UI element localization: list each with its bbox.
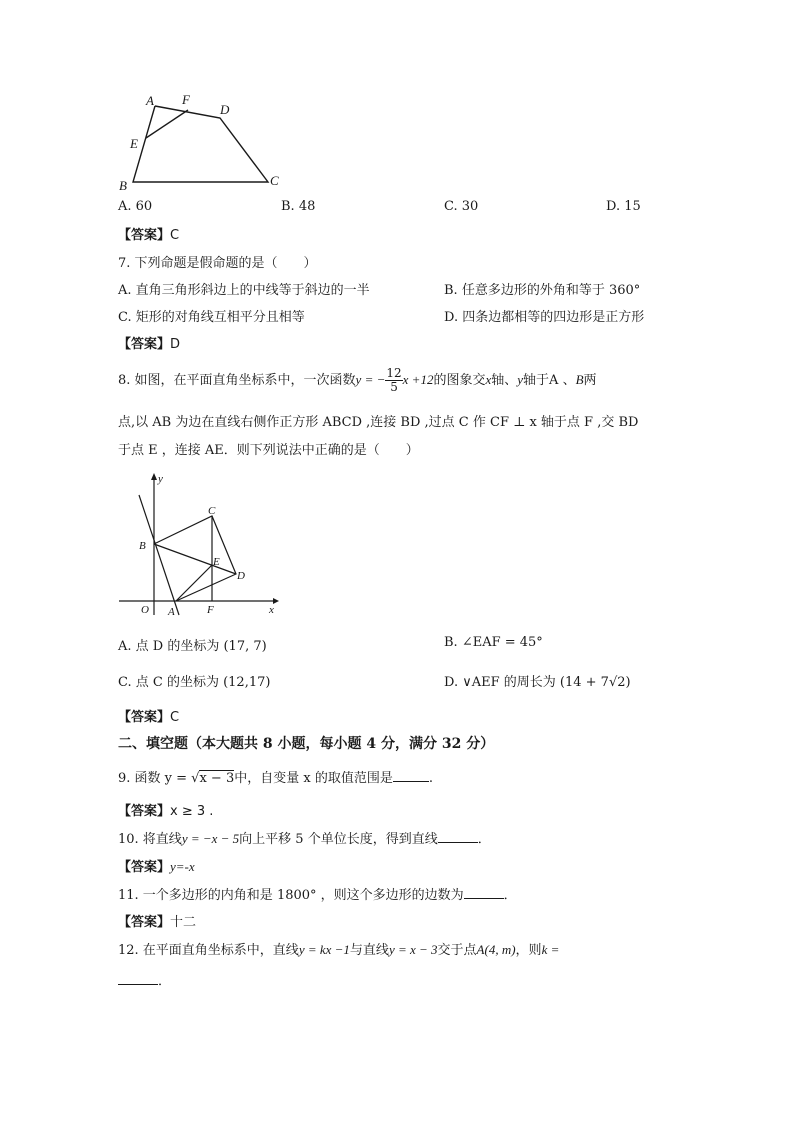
q8-label-B: B: [139, 540, 146, 552]
q6-label-B: B: [119, 178, 127, 193]
q11-answer: [118, 911, 196, 930]
answer-tag: 【答案】: [118, 337, 171, 352]
answer-value: y=-x: [170, 859, 195, 874]
q6-option-c: C. 30: [444, 199, 479, 214]
q6-answer: [118, 224, 179, 243]
q6-figure: [110, 90, 290, 195]
q12-stem-end: ．: [158, 974, 172, 989]
q8-label-O: O: [141, 604, 149, 616]
q6-quad-outline: [133, 106, 268, 182]
q9-sqrt-body: x − 3: [199, 771, 235, 786]
q8-label-F: F: [207, 604, 214, 616]
q11-stem: [118, 884, 517, 903]
answer-tag: 【答案】: [118, 915, 171, 930]
q8-y-var: y: [517, 372, 524, 387]
answer-value: x ≥ 3 .: [170, 804, 214, 819]
q12-stem-d: ，则: [515, 943, 542, 958]
q8-option-d: D. ∨AEF 的周长为 (14 + 7√2): [444, 675, 631, 690]
answer-tag: 【答案】: [118, 710, 171, 725]
q8-label-A: A: [168, 606, 175, 618]
q8-stem-part2: 的图象交: [433, 373, 486, 388]
q8-stem-part5: 两: [583, 373, 597, 388]
q10-stem-b: 向上平移 5 个单位长度，得到直线: [239, 832, 438, 847]
q7-answer: [118, 333, 180, 352]
q8-frac-den: 5: [390, 380, 398, 394]
answer-value: D: [170, 337, 181, 352]
q12-stem: [118, 939, 559, 958]
q9-sqrt-sign: √: [191, 771, 200, 786]
q8-stem-line3: 于点 E ，连接 AE．则下列说法中正确的是（ ）: [118, 443, 419, 458]
q12-blank[interactable]: [118, 972, 158, 985]
q10-answer: [118, 856, 195, 875]
q8-stem-line1: [118, 358, 597, 403]
answer-value: 十二: [170, 915, 197, 930]
answer-tag: 【答案】: [118, 804, 171, 819]
q12-line2: [118, 970, 171, 989]
q6-label-C: C: [270, 173, 279, 188]
q8-line-graph: [139, 495, 179, 615]
q8-func-rhs: x +12: [402, 372, 434, 387]
q8-frac-num: 12: [386, 365, 402, 380]
q8-label-C: C: [208, 505, 216, 517]
section-title: 二、填空题（本大题共 8 小题，每小题 4 分，满分 32 分）: [118, 736, 495, 752]
q7-option-d: D. 四条边都相等的四边形是正方形: [444, 310, 645, 325]
q9-blank[interactable]: [393, 769, 429, 782]
q12-stem-c: 交于点: [437, 943, 477, 958]
q8-segment-AE: [176, 565, 212, 601]
q7-option-b: B. 任意多边形的外角和等于 360°: [444, 283, 641, 298]
q8-label-x: x: [269, 604, 274, 616]
q6-option-a: A. 60: [118, 199, 153, 214]
q12-expr1: y = kx −1: [298, 942, 350, 957]
q8-b-point: B: [575, 372, 584, 387]
q8-answer: [118, 706, 179, 725]
q12-stem-a: 12. 在平面直角坐标系中，直线: [118, 943, 299, 958]
answer-tag: 【答案】: [118, 860, 171, 875]
q12-stem-b: 与直线: [349, 943, 389, 958]
q9-stem-end: .: [428, 771, 433, 786]
q6-label-A: A: [146, 93, 154, 108]
answer-tag: 【答案】: [118, 228, 171, 243]
q12-k-eq: k =: [541, 942, 560, 957]
q8-option-c: C. 点 C 的坐标为 (12,17): [118, 675, 271, 690]
q8-label-D: D: [237, 570, 245, 582]
q8-x-var: x: [485, 372, 492, 387]
q11-blank[interactable]: [464, 886, 504, 899]
q8-label-E: E: [213, 556, 220, 568]
q8-stem-part3: 轴、: [491, 373, 518, 388]
q10-stem: [118, 828, 491, 847]
q8-y-arrow: [151, 473, 157, 480]
q8-fraction: [385, 367, 402, 394]
q8-option-a: A. 点 D 的坐标为 (17, 7): [118, 639, 267, 654]
q8-segment-BD: [154, 544, 236, 574]
q8-stem-part4: 轴于A 、: [523, 373, 576, 388]
q8-figure: [115, 470, 285, 618]
q10-expr: y = −x − 5: [181, 831, 240, 846]
answer-value: C: [170, 228, 180, 243]
q6-option-d: D. 15: [606, 199, 641, 214]
q10-stem-end: ．: [477, 832, 491, 847]
q9-stem-b: 中，自变量 x 的取值范围是: [234, 771, 393, 786]
q9-stem: [118, 767, 433, 786]
q9-answer: [118, 800, 213, 819]
q6-label-F: F: [182, 92, 190, 107]
q8-stem-line2: 点,以 AB 为边在直线右侧作正方形 ABCD ,连接 BD ,过点 C 作 CF ⊥ x 轴于点 F ,交 BD: [118, 415, 639, 430]
q9-stem-a: 9. 函数 y =: [118, 771, 192, 786]
q6-label-E: E: [130, 136, 138, 151]
q8-label-y: y: [158, 473, 163, 485]
q11-stem-text: 11. 一个多边形的内角和是 1800° ，则这个多边形的边数为: [118, 888, 464, 903]
q7-option-c: C. 矩形的对角线互相平分且相等: [118, 310, 305, 325]
answer-value: C: [170, 710, 180, 725]
q8-x-arrow: [273, 598, 279, 604]
q11-stem-end: ．: [503, 888, 517, 903]
q10-blank[interactable]: [438, 830, 478, 843]
q12-expr2: y = x − 3: [388, 942, 438, 957]
q6-label-D: D: [220, 102, 230, 117]
q8-func-lhs: y = −: [355, 372, 386, 387]
q12-point: A(4, m): [476, 942, 516, 957]
q10-stem-a: 10. 将直线: [118, 832, 182, 847]
q7-stem: 7. 下列命题是假命题的是（ ）: [118, 256, 317, 271]
q8-stem-part1: 8. 如图，在平面直角坐标系中，一次函数: [118, 373, 356, 388]
q8-option-b: B. ∠EAF = 45°: [444, 635, 543, 650]
q6-option-b: B. 48: [281, 199, 316, 214]
q7-option-a: A. 直角三角形斜边上的中线等于斜边的一半: [118, 283, 370, 298]
